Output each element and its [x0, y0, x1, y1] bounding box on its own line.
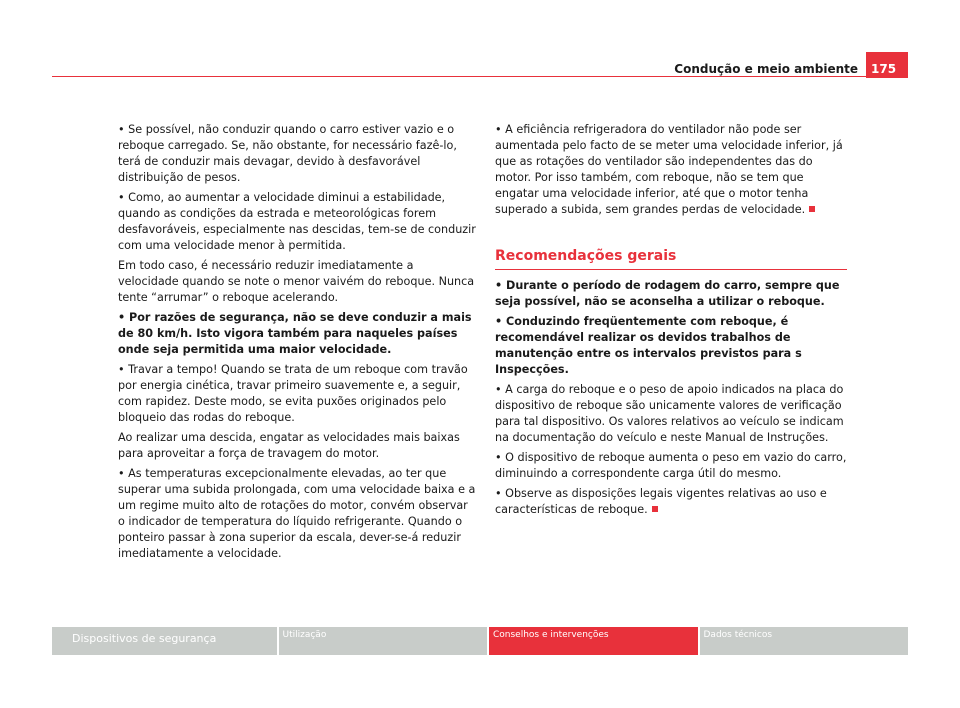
header-rule	[52, 76, 908, 77]
paragraph-text: • A eficiência refrigeradora do ventilador não pode ser aumentada pelo facto de se meter uma velocidade inferior, já que as rotações do ventilador são independentes das do motor. Por isso também, com reboque, não se tem que engatar uma velocidade inferior, até que o motor tenha superado a subida, sem grandes perdas de velocidade.	[495, 123, 843, 216]
end-of-section-icon	[809, 206, 815, 212]
end-of-section-icon	[652, 506, 658, 512]
paragraph: Em todo caso, é necessário reduzir imediatamente a velocidade quando se note o menor vaivém do reboque. Nunca tente “arrumar” o reboque acelerando.	[118, 259, 475, 304]
paragraph	[495, 486, 847, 518]
paragraph-bold: • Durante o período de rodagem do carro, sempre que seja possível, não se aconselha a utilizar o reboque.	[495, 279, 840, 308]
paragraph	[495, 122, 847, 218]
right-column	[495, 122, 847, 522]
paragraph: • O dispositivo de reboque aumenta o peso em vazio do carro, diminuindo a correspondente carga útil do mesmo.	[495, 451, 847, 480]
footer-navigation	[52, 627, 908, 655]
chapter-title: Condução e meio ambiente	[674, 62, 858, 76]
section-heading: Recomendações gerais	[495, 248, 847, 270]
footer-tab-advice[interactable]: Conselhos e intervenções	[489, 627, 698, 655]
paragraph: • As temperaturas excepcionalmente elevadas, ao ter que superar uma subida prolongada, com uma velocidade baixa e a um regime muito alto de rotações do motor, convém observar o indicador de temperatura do líquido refrigerante. Quando o ponteiro passar à zona superior da escala, dever-se-á reduzir imediatamente a velocidade.	[118, 467, 476, 560]
footer-tab-safety[interactable]: Dispositivos de segurança	[52, 627, 277, 655]
footer-tab-technical-data[interactable]: Dados técnicos	[700, 627, 909, 655]
paragraph: • Se possível, não conduzir quando o carro estiver vazio e o reboque carregado. Se, não obstante, for necessário fazê-lo, terá de conduzir mais devagar, devido à desfavorável distribuição de pesos.	[118, 123, 457, 184]
paragraph: • Travar a tempo! Quando se trata de um reboque com travão por energia cinética, travar primeiro suavemente e, a seguir, com rapidez. Deste modo, se evita puxões originados pelo bloqueio das rodas do reboque.	[118, 363, 468, 424]
paragraph: Ao realizar uma descida, engatar as velocidades mais baixas para aproveitar a força de travagem do motor.	[118, 431, 460, 460]
paragraph: • Como, ao aumentar a velocidade diminui a estabilidade, quando as condições da estrada e meteorológicas forem desfavoráveis, especialmente nas descidas, tem-se de conduzir com uma velocidade menor à permitida.	[118, 191, 476, 252]
paragraph-bold: • Conduzindo freqüentemente com reboque, é recomendável realizar os devidos trabalhos de manutenção entre os intervalos previstos para s Inspecções.	[495, 315, 802, 376]
paragraph-bold: • Por razões de segurança, não se deve conduzir a mais de 80 km/h. Isto vigora também para naqueles países onde seja permitida uma maior velocidade.	[118, 311, 472, 356]
footer-tab-usage[interactable]: Utilização	[279, 627, 488, 655]
paragraph-text: • Observe as disposições legais vigentes relativas ao uso e características de reboque.	[495, 487, 827, 516]
paragraph: • A carga do reboque e o peso de apoio indicados na placa do dispositivo de reboque são unicamente valores de verificação para tal dispositivo. Os valores relativos ao veículo se indicam na documentação do veículo e neste Manual de Instruções.	[495, 383, 844, 444]
left-column	[118, 122, 476, 566]
page-number: 175	[866, 52, 908, 78]
